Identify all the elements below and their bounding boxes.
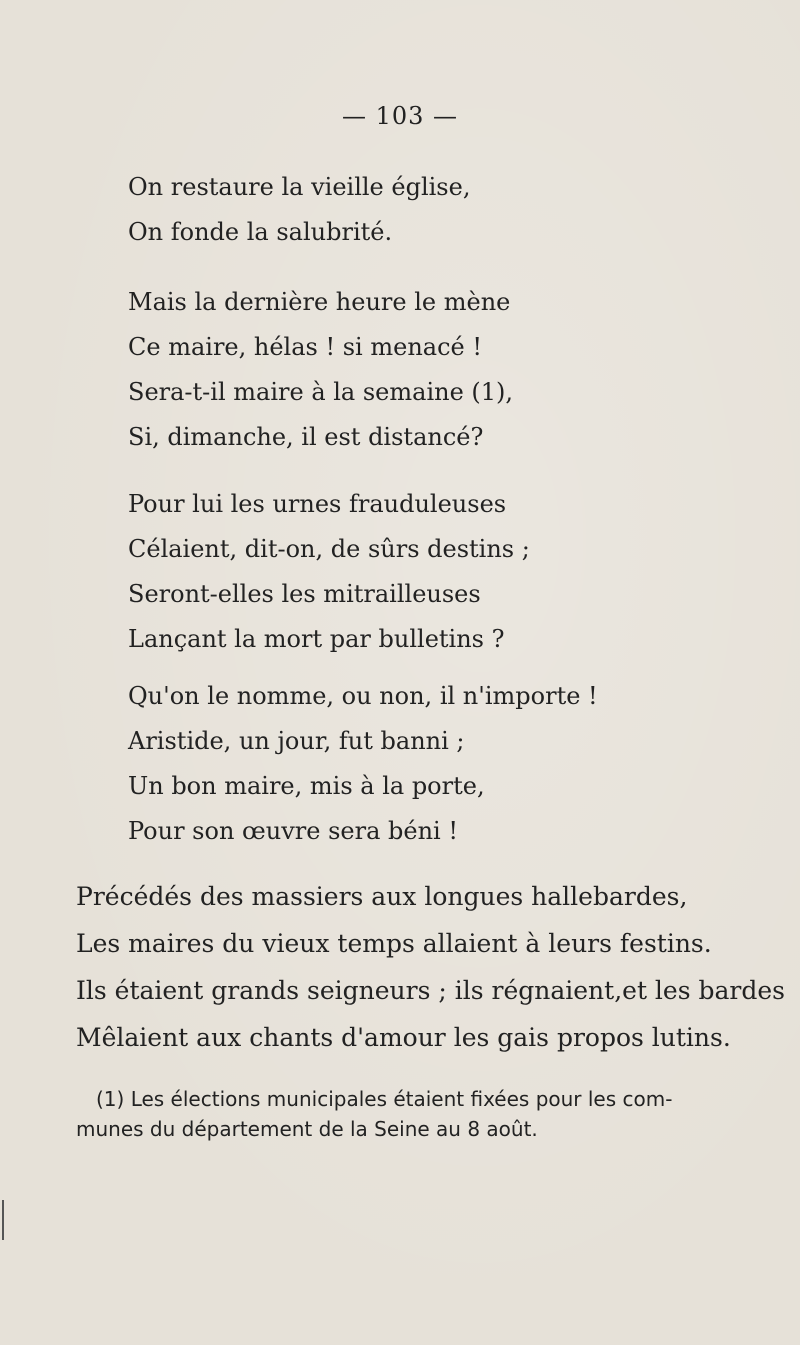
footnote-line: (1) Les élections municipales étaient fixées pour les com- xyxy=(96,1087,673,1111)
verse-line: Lançant la mort par bulletins ? xyxy=(128,625,505,653)
verse-line: Sera-t-il maire à la semaine (1), xyxy=(128,378,514,406)
verse-line: Ils étaient grands seigneurs ; ils régnaient,et les bardes xyxy=(76,976,785,1005)
verse-line: Pour lui les urnes frauduleuses xyxy=(128,490,507,518)
verse-line: Les maires du vieux temps allaient à leurs festins. xyxy=(76,929,712,958)
closing-quatrain xyxy=(76,873,785,1061)
verse-line: Aristide, un jour, fut banni ; xyxy=(128,727,465,755)
stanza-4 xyxy=(128,674,598,854)
verse-line: Si, dimanche, il est distancé? xyxy=(128,423,484,451)
verse-line: Ce maire, hélas ! si menacé ! xyxy=(128,333,482,361)
verse-line: Qu'on le nomme, ou non, il n'importe ! xyxy=(128,682,598,710)
stanza-2 xyxy=(128,280,513,460)
stanza-1 xyxy=(128,165,470,255)
verse-line: Pour son œuvre sera béni ! xyxy=(128,817,458,845)
verse-line: Mais la dernière heure le mène xyxy=(128,288,511,316)
page-number: — 103 — xyxy=(341,102,459,130)
margin-mark xyxy=(2,1200,4,1240)
stanza-3 xyxy=(128,482,530,662)
footnote xyxy=(76,1084,726,1144)
verse-line: Seront-elles les mitrailleuses xyxy=(128,580,481,608)
verse-line: Un bon maire, mis à la porte, xyxy=(128,772,485,800)
verse-line: Précédés des massiers aux longues hallebardes, xyxy=(76,882,688,911)
verse-line: Mêlaient aux chants d'amour les gais propos lutins. xyxy=(76,1023,731,1052)
verse-line: Célaient, dit-on, de sûrs destins ; xyxy=(128,535,530,563)
footnote-line: munes du département de la Seine au 8 août. xyxy=(76,1117,538,1141)
verse-line: On fonde la salubrité. xyxy=(128,218,393,246)
verse-line: On restaure la vieille église, xyxy=(128,173,471,201)
